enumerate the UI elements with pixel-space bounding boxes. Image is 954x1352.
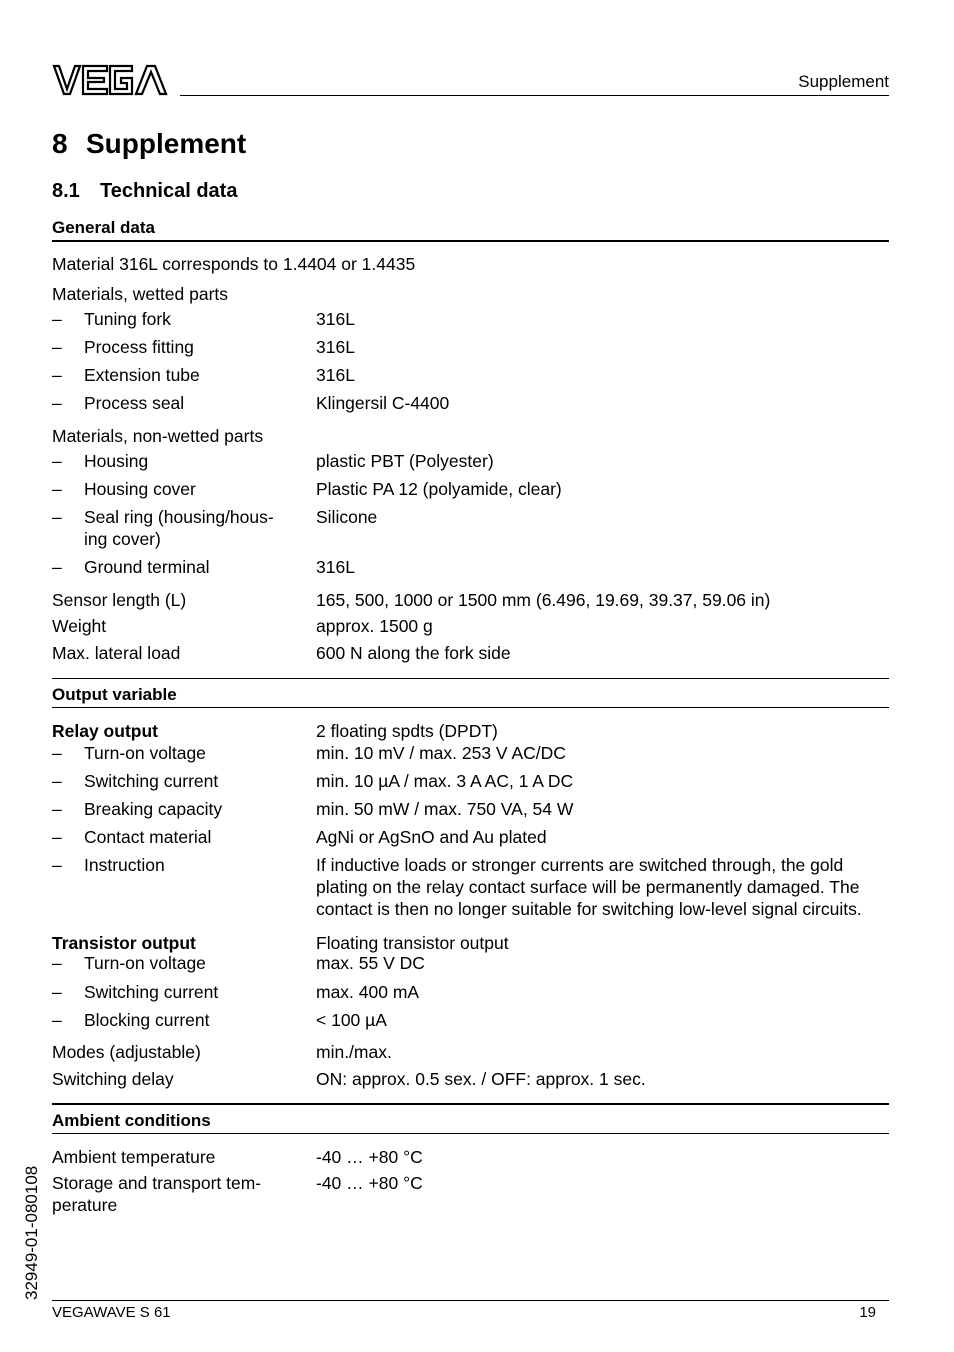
spec-value: min. 50 mW / max. 750 VA, 54 W	[316, 799, 574, 819]
spec-label: Switching current	[84, 771, 219, 791]
section-title	[52, 180, 237, 203]
spec-label: Contact material	[84, 827, 212, 847]
chapter-number: 8	[52, 128, 68, 159]
section-rule	[52, 678, 889, 679]
spec-value: max. 55 V DC	[316, 953, 425, 973]
spec-value: -40 … +80 °C	[316, 1173, 423, 1193]
spec-label: Sensor length (L)	[52, 590, 187, 610]
spec-label: Turn-on voltage	[84, 743, 206, 763]
spec-label: Seal ring (housing/hous-	[84, 507, 274, 527]
spec-label: Housing cover	[84, 479, 196, 499]
spec-value: min./max.	[316, 1042, 392, 1062]
spec-label: Extension tube	[84, 365, 200, 385]
material-note: Material 316L corresponds to 1.4404 or 1.4435	[52, 254, 416, 274]
spec-value: Silicone	[316, 507, 378, 527]
list-dash: –	[52, 309, 62, 329]
section-rule	[52, 707, 889, 708]
spec-value: 316L	[316, 337, 355, 357]
footer-product: VEGAWAVE S 61	[52, 1304, 171, 1321]
spec-label: Housing	[84, 451, 149, 471]
spec-value: -40 … +80 °C	[316, 1147, 423, 1167]
spec-label: Process seal	[84, 393, 185, 413]
general-data-heading: General data	[52, 218, 155, 237]
spec-label: Switching current	[84, 982, 219, 1002]
list-dash: –	[52, 507, 62, 527]
spec-label: Ground terminal	[84, 557, 210, 577]
transistor-output-label: Transistor output	[52, 933, 196, 953]
spec-label: Switching delay	[52, 1069, 174, 1089]
list-dash: –	[52, 365, 62, 385]
list-dash: –	[52, 743, 62, 763]
section-rule	[52, 1133, 889, 1134]
transistor-output-value: Floating transistor output	[316, 933, 509, 953]
spec-label: Breaking capacity	[84, 799, 223, 819]
spec-value: min. 10 mV / max. 253 V AC/DC	[316, 743, 566, 763]
list-dash: –	[52, 451, 62, 471]
section-rule	[52, 1103, 889, 1105]
spec-value: min. 10 µA / max. 3 A AC, 1 A DC	[316, 771, 574, 791]
list-dash: –	[52, 771, 62, 791]
spec-value: 316L	[316, 365, 355, 385]
spec-label: Tuning fork	[84, 309, 171, 329]
list-dash: –	[52, 982, 62, 1002]
spec-label: Instruction	[84, 855, 165, 875]
footer-rule	[52, 1300, 889, 1301]
spec-label-continued: ing cover)	[84, 529, 161, 549]
nonwetted-parts-heading: Materials, non-wetted parts	[52, 426, 264, 446]
section-title-text: Technical data	[100, 180, 238, 202]
header-rule	[180, 95, 889, 96]
relay-output-label: Relay output	[52, 721, 158, 741]
wetted-parts-heading: Materials, wetted parts	[52, 284, 229, 304]
spec-value: 600 N along the fork side	[316, 643, 511, 663]
spec-value: approx. 1500 g	[316, 616, 433, 636]
list-dash: –	[52, 827, 62, 847]
list-dash: –	[52, 799, 62, 819]
spec-value: 316L	[316, 557, 355, 577]
list-dash: –	[52, 557, 62, 577]
section-number: 8.1	[52, 180, 80, 202]
section-rule	[52, 240, 889, 242]
spec-label: Weight	[52, 616, 107, 636]
spec-label: Storage and transport tem-	[52, 1173, 262, 1193]
list-dash: –	[52, 337, 62, 357]
list-dash: –	[52, 479, 62, 499]
chapter-title-text: Supplement	[86, 128, 247, 159]
spec-value: Plastic PA 12 (polyamide, clear)	[316, 479, 562, 499]
list-dash: –	[52, 1010, 62, 1030]
spec-value: 316L	[316, 309, 355, 329]
spec-value: plastic PBT (Polyester)	[316, 451, 494, 471]
list-dash: –	[52, 393, 62, 413]
spec-label: Turn-on voltage	[84, 953, 206, 973]
document-code: 32949-01-080108	[22, 1165, 41, 1300]
spec-label: Ambient temperature	[52, 1147, 216, 1167]
spec-value: max. 400 mA	[316, 982, 420, 1002]
output-variable-heading: Output variable	[52, 685, 177, 704]
chapter-title	[52, 128, 246, 160]
instruction-text: If inductive loads or stronger currents are switched through, the gold plating on the relay contact surface will be permanently damaged. The contact is then no longer suitable for switching low-level signal circuits.	[316, 855, 862, 919]
spec-label-continued: perature	[52, 1195, 118, 1215]
page-number: 19	[859, 1304, 876, 1321]
spec-label: Process fitting	[84, 337, 194, 357]
list-dash: –	[52, 953, 62, 973]
spec-label: Max. lateral load	[52, 643, 181, 663]
list-dash: –	[52, 855, 62, 875]
vega-logo	[52, 64, 168, 96]
spec-label: Modes (adjustable)	[52, 1042, 201, 1062]
spec-value: < 100 µA	[316, 1010, 387, 1030]
spec-label: Blocking current	[84, 1010, 210, 1030]
relay-output-value: 2 floating spdts (DPDT)	[316, 721, 498, 741]
spec-value: ON: approx. 0.5 sex. / OFF: approx. 1 sec.	[316, 1069, 646, 1089]
ambient-conditions-heading: Ambient conditions	[52, 1111, 211, 1130]
spec-value: 165, 500, 1000 or 1500 mm (6.496, 19.69, 39.37, 59.06 in)	[316, 590, 771, 610]
spec-value: Klingersil C-4400	[316, 393, 450, 413]
spec-value: AgNi or AgSnO and Au plated	[316, 827, 547, 847]
running-header: Supplement	[798, 72, 889, 91]
